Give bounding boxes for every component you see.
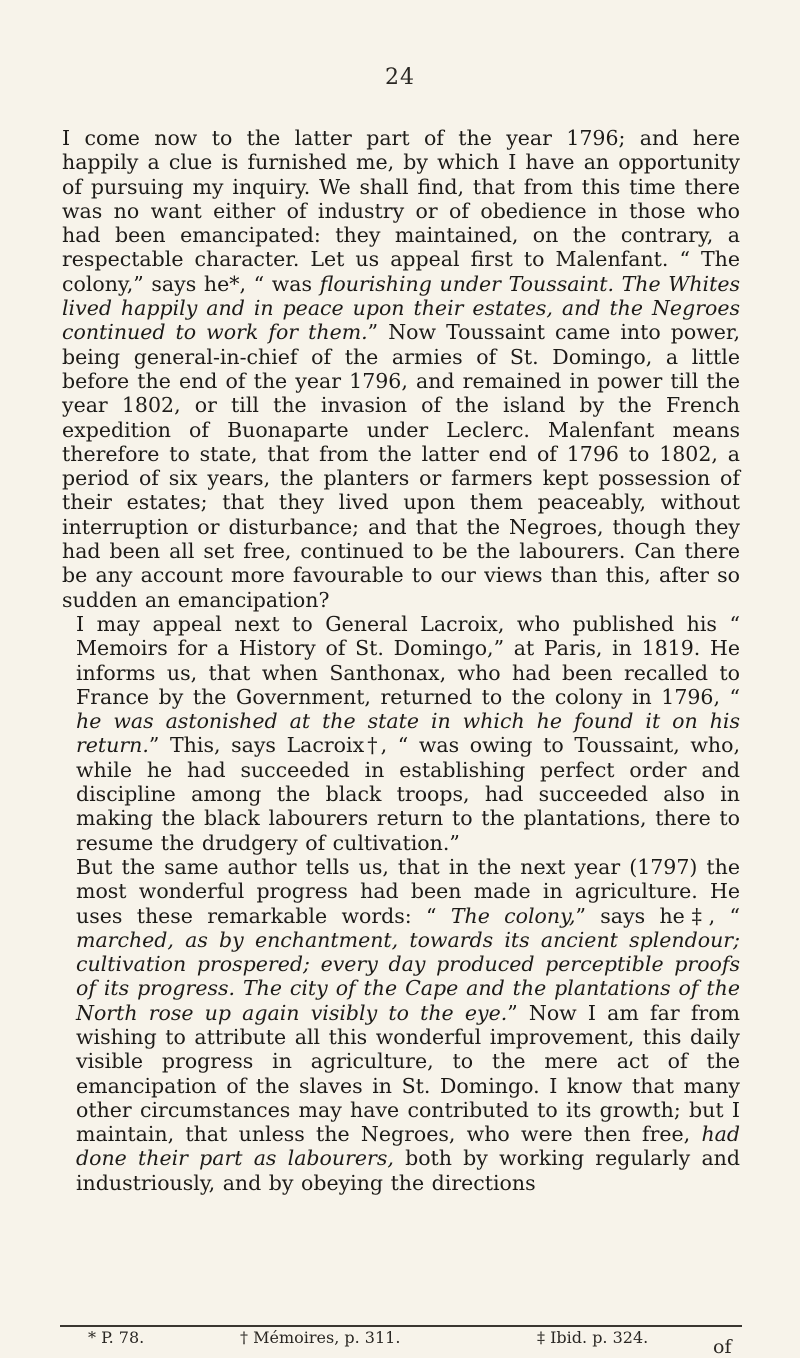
text-run: ” says he‡, “ <box>575 903 740 928</box>
paragraph-1 <box>62 126 740 612</box>
text-run-italic: he was astonished at the state in which he found it on his return. <box>76 709 740 758</box>
text-run-italic: flourishing under Toussaint. The Whites lived happily and in peace upon their estates, and the Negroes continued to work for them. <box>62 271 741 345</box>
footnotes <box>0 1328 800 1352</box>
text-run: I may appeal next to General Lacroix, who published his “ Memoirs for a History of St. Domingo,” at Paris, in 1819. He informs us, that when Santhonax, who had been recalled to France by the Government, returned to the colony in 1796, “ <box>76 611 740 709</box>
page-number: 24 <box>385 65 415 90</box>
body-text <box>62 126 740 1195</box>
text-run: ” Now I am far from wishing to attribute all this wonderful improvement, this daily visible progress in agriculture, to the mere act of the emancipation of the slaves in St. Domingo. I know that many other circumstances may have contributed to its growth; but I maintain, that unless the Negroes, who were then free, <box>76 1000 740 1147</box>
footnote-3 <box>537 1328 648 1347</box>
text-run-italic: marched, as by enchantment, towards its ancient splendour; cultivation prospered; every day produced perceptible proofs of its progress. The city of the Cape and the plantations of the North rose up again visibly to the eye. <box>76 927 740 1025</box>
footnote-text: Mémoires, p. 311. <box>253 1328 401 1347</box>
text-run-italic: The colony, <box>450 903 576 928</box>
footnote-text: P. 78. <box>101 1328 145 1347</box>
catchword: of <box>713 1336 732 1358</box>
footnote-mark: ‡ <box>537 1328 545 1347</box>
text-run: ” This, says Lacroix†, “ was owing to Toussaint, who, while he had succeeded in establishing perfect order and discipline among the black troops, had succeeded also in making the black labourers return to the plantations, there to resume the drudgery of cultivation.” <box>76 733 740 855</box>
footnote-mark: * <box>88 1328 96 1347</box>
footnote-rule <box>60 1325 742 1327</box>
footnote-2 <box>240 1328 400 1347</box>
paragraph-2 <box>62 612 740 855</box>
text-run: ” Now Toussaint came into power, being general-in-chief of the armies of St. Domingo, a little before the end of the year 1796, and remained in power till the year 1802, or till the invasion of the island by the French expedition of Buonaparte under Leclerc. Malenfant means therefore to state, that from the latter end of 1796 to 1802, a period of six years, the planters or farmers kept possession of their estates; that they lived upon them peaceably, without interruption or disturbance; and that the Negroes, though they had been all set free, continued to be the labourers. Can there be any account more favourable to our views than this, after so sudden an emancipation? <box>62 320 740 612</box>
footnote-1 <box>88 1328 144 1347</box>
text-run: I come now to the latter part of the year 1796; and here happily a clue is furnished me, by which I have an opportunity of pursuing my inquiry. We shall find, that from this time there was no want either of industry or of obedience in those who had been emancipated: they maintained, on the contrary, a respectable character. Let us appeal first to Malenfant. “ The colony,” says he*, “ was <box>62 126 740 296</box>
text-run-italic: had done their part as labourers, <box>76 1122 740 1171</box>
text-run: both by working regularly and industriously, and by obeying the directions <box>76 1146 740 1195</box>
footnote-mark: † <box>240 1328 248 1347</box>
footnote-text: Ibid. p. 324. <box>550 1328 649 1347</box>
paragraph-3 <box>62 855 740 1195</box>
text-run: But the same author tells us, that in the next year (1797) the most wonderful progress had been made in agriculture. He uses these remarkable words: “ <box>76 854 740 928</box>
